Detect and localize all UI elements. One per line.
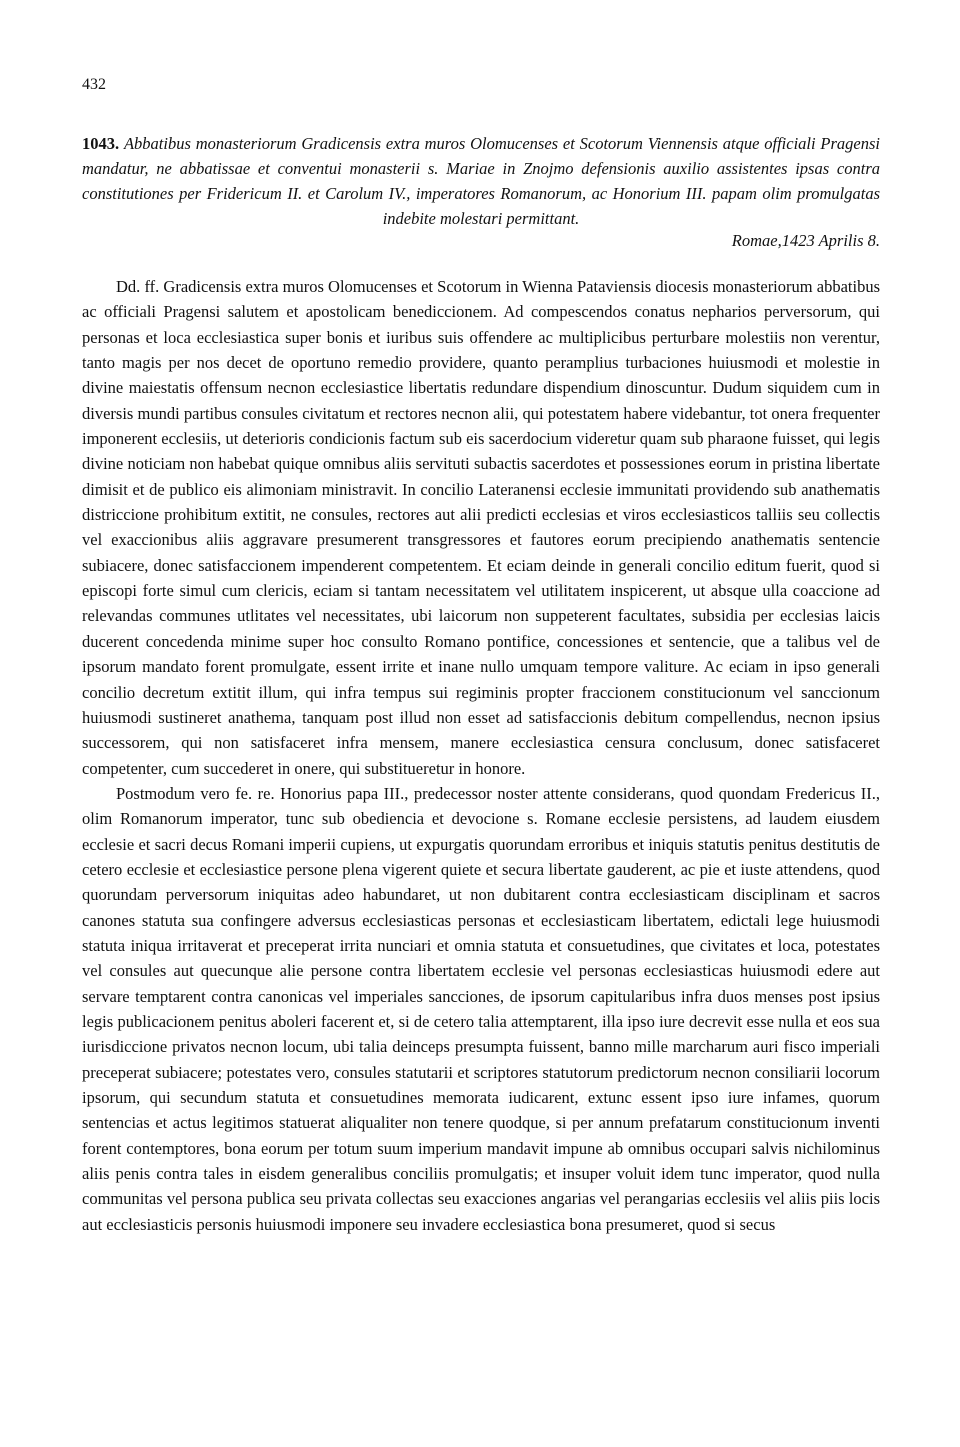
document-number: 1043. xyxy=(82,134,120,153)
document-summary: Abbatibus monasteriorum Gradicensis extra muros Olomucenses et Scotorum Viennensis atque officiali Pragensi mandatur, ne abbatissae et conventui monasterii s. Mariae in Znojmo defensionis auxilio assistentes ipsas contra constitutiones per Fridericum II. et Carolum IV., imperatores Romanorum, ac Honorium III. papam olim promulgatas indebite molestari permittant. xyxy=(82,134,880,228)
body-paragraph: Postmodum vero fe. re. Honorius papa III., predecessor noster attente considerans, quod quondam Fredericus II., olim Romanorum imperator, tunc sub obediencia et devocione s. Romane ecclesie persistens, ad laudem eiusdem ecclesie et sacri decus Romani imperii cupiens, ut expurgatis quorundam erroribus et iniquis statutis penitus destitutis de cetero ecclesie et ecclesiastice persone plena vigerent quiete et secura libertate gauderent, ac pie et iuste attendens, quod quorundam perversorum iniquitas adeo habundaret, ut non dubitarent contra ecclesiasticam disciplinam et sacros canones statuta sua confingere adversus ecclesiasticas personas et ecclesiasticam libertatem, edictali lege huiusmodi statuta iniqua irritaverat et preceperat irrita nunciari et omnia statuta et consuetudines, que civitates et loca, potestates vel consules aut quecunque alie persone contra libertatem ecclesie vel personas ecclesiasticas huiusmodi edere aut servare temptarent contra canonicas vel imperiales sancciones, de ipsorum capitularibus infra duos menses post ipsius legis publicacionem penitus aboleri facerent et, si de cetero talia attemptarent, illa ipso iure decrevit esse nulla et eos sua iurisdiccione privatos necnon locum, ubi talia deinceps presumpta fuissent, banno mille marcharum auri fisco imperiali preceperat subiacere; potestates vero, consules statutarii et scriptores statutorum predictorum necnon consiliarii locorum ipsorum, qui secundum statuta et consuetudines memorata iudicarent, extunc essent ipso iure infames, quorum sentencias et actus legitimos statuerat aliqualiter non tenere quodque, si per annum prefatarum constitucionum inventi forent contemptores, bona eorum per totum suum imperium mandavit impune ab omnibus occupari salvis nichilominus aliis penis contra tales in eisdem generalibus conciliis promulgatis; et insuper voluit idem tunc imperator, quod nulla communitas vel persona publica seu privata collectas seu exacciones angarias vel perangarias ecclesiis vel aliis piis locis aut ecclesiasticis personis huiusmodi imponere seu invadere ecclesiastica bona presumeret, quod si secus xyxy=(82,783,880,1234)
document-body xyxy=(82,274,880,1237)
dateline: Romae,1423 Aprilis 8. xyxy=(731,231,880,250)
page-number: 432 xyxy=(82,76,106,93)
document-heading xyxy=(82,131,880,231)
body-paragraph: Dd. ff. Gradicensis extra muros Olomucenses et Scotorum in Wienna Pataviensis diocesis monasteriorum abbatibus ac officiali Pragensi salutem et apostolicam benediccionem. Ad compescendos conatus nepharios perversorum, qui personas et loca ecclesiastica super bonis et iuribus suis offendere ac multiplicibus perturbare molestiis non verentur, tanto magis per nos decet de oportuno remedio providere, quanto peramplius turbaciones huiusmodi et molestie in divine maiestatis offensum necnon ecclesiastice libertatis redundare dispendium dinoscuntur. Dudum siquidem cum in diversis mundi partibus consules civitatum et rectores necnon alii, qui potestatem habere videbantur, tot onera frequenter imponerent ecclesiis, ut deterioris condicionis factum sub eis sacerdocium videretur quam sub pharaone fuisset, qui legis divine noticiam non habebat quique omnibus aliis servituti subactis sacerdotes et possessiones eorum in pristina libertate dimisit et de publico eis alimoniam ministravit. In concilio Lateranensi ecclesie immunitati providendo sub anathematis districcione prohibitum extitit, ne consules, rectores aut alii predicti ecclesias et viros ecclesiasticos talliis seu collectis vel exaccionibus aliis aggravare presumerent transgressores et fautores eorum precipiendo anathematis sentencie subiacere, donec satisfaccionem impenderent competentem. Et eciam deinde in generali concilio editum fuerit, quod si episcopi forte simul cum clericis, eciam si tantam necessitatem vel utilitatem inspicerent, ut absque ulla coaccione ad relevandas communes utlitates vel necessitates, ubi laicorum non suppeterent facultates, subsidia per ecclesias laicis ducerent concedenda minime super hoc consulto Romano pontifice, concessiones et sentencie, que a talibus vel de ipsorum mandato forent promulgate, essent irrite et inane nullo umquam tempore valiture. Ac eciam in ipso generali concilio decretum extitit illum, qui infra tempus sui regiminis propter fraccionem constitucionum vel sanccionum huiusmodi sustineret anathema, tanquam post illud non esset ad satisfaccionis debitum compellendus, necnon ipsius successorem, qui non satisfaceret infra mensem, manere ecclesiastica censura conclusum, donec satisfaceret competenter, cum succederet in onere, qui substitueretur in honore. xyxy=(82,277,880,778)
